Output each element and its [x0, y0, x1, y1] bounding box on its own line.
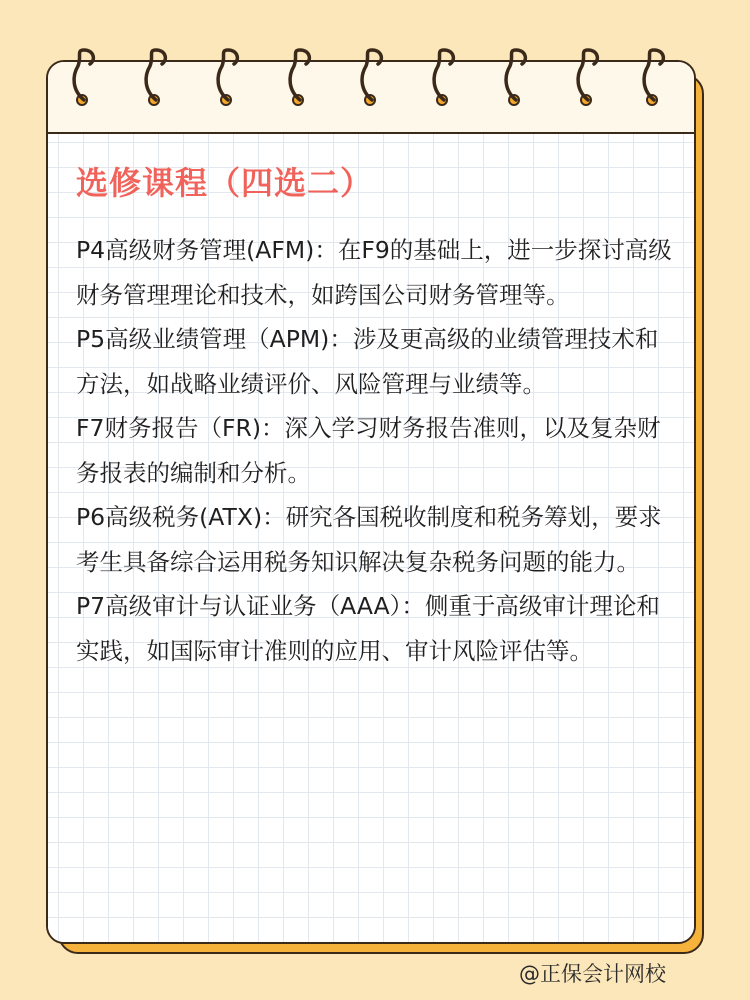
- notebook-spiral-ring-icon: [214, 46, 244, 108]
- course-item-p7: P7高级审计与认证业务（AAA）：侧重于高级审计理论和实践，如国际审计准则的应用、审计风险评估等。: [76, 592, 660, 665]
- notebook-spiral-ring-icon: [574, 46, 604, 108]
- page-title: 选修课程（四选二）: [76, 164, 374, 202]
- course-list: [76, 228, 676, 673]
- notebook-spiral-ring-icon: [286, 46, 316, 108]
- notebook-spiral-ring-icon: [70, 46, 100, 108]
- course-item-p4: P4高级财务管理(AFM)：在F9的基础上，进一步探讨高级财务管理理论和技术，如跨国公司财务管理等。: [76, 236, 672, 309]
- notebook-spiral-ring-icon: [142, 46, 172, 108]
- notebook-spiral-ring-icon: [358, 46, 388, 108]
- course-item-p5: P5高级业绩管理（APM)：涉及更高级的业绩管理技术和方法，如战略业绩评价、风险管理与业绩等。: [76, 325, 659, 398]
- notebook-spiral-ring-icon: [430, 46, 460, 108]
- brand-credit: @正保会计网校: [519, 962, 666, 986]
- notebook-spiral-ring-icon: [640, 46, 670, 108]
- notebook-spiral-ring-icon: [502, 46, 532, 108]
- course-item-p6: P6高级税务(ATX)：研究各国税收制度和税务筹划，要求考生具备综合运用税务知识解决复杂税务问题的能力。: [76, 503, 662, 576]
- course-item-f7: F7财务报告（FR)：深入学习财务报告准则，以及复杂财务报表的编制和分析。: [76, 414, 661, 487]
